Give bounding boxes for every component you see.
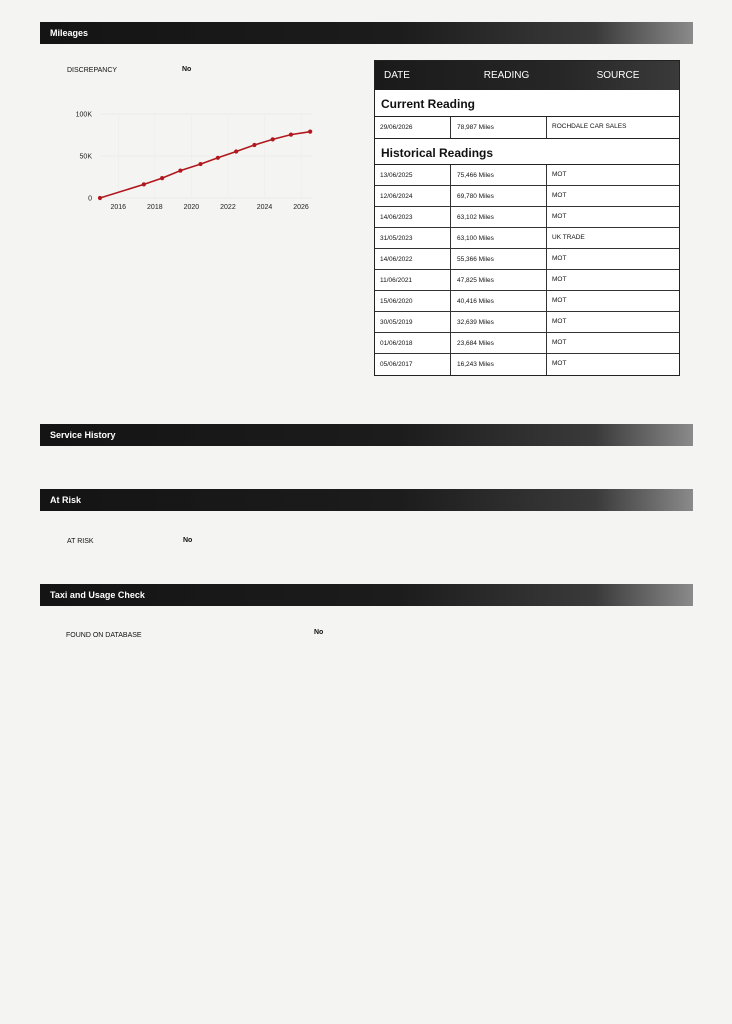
row-reading: 23,684 Miles bbox=[451, 333, 547, 353]
mileage-chart bbox=[60, 100, 330, 220]
historical-readings-heading: Historical Readings bbox=[375, 138, 679, 165]
section-header-at-risk bbox=[40, 489, 693, 511]
row-reading: 40,416 Miles bbox=[451, 291, 547, 311]
row-date: 29/06/2026 bbox=[375, 117, 451, 138]
row-source: ROCHDALE CAR SALES bbox=[552, 123, 627, 130]
at-risk-label: AT RISK bbox=[67, 538, 94, 545]
table-row bbox=[375, 228, 679, 249]
row-source: MOT bbox=[552, 318, 567, 325]
row-reading: 75,466 Miles bbox=[451, 165, 547, 185]
data-point bbox=[252, 143, 256, 147]
discrepancy-label: DISCREPANCY bbox=[67, 67, 118, 74]
row-date: 30/05/2019 bbox=[375, 312, 451, 332]
row-source: MOT bbox=[552, 276, 567, 283]
x-tick-label: 2020 bbox=[183, 204, 200, 211]
found-on-database-label: FOUND ON DATABASE bbox=[66, 632, 142, 639]
table-row bbox=[375, 270, 679, 291]
row-date: 14/06/2022 bbox=[375, 249, 451, 269]
discrepancy-value: No bbox=[182, 66, 192, 73]
row-source: MOT bbox=[552, 213, 567, 220]
row-reading: 69,780 Miles bbox=[451, 186, 547, 206]
row-date: 05/06/2017 bbox=[375, 354, 451, 375]
at-risk-value: No bbox=[183, 537, 193, 544]
row-date: 31/05/2023 bbox=[375, 228, 451, 248]
row-reading: 16,243 Miles bbox=[451, 354, 547, 375]
mileage-table bbox=[374, 60, 680, 376]
row-date: 15/06/2020 bbox=[375, 291, 451, 311]
row-source: MOT bbox=[552, 171, 567, 178]
data-point bbox=[216, 156, 220, 160]
historical-rows bbox=[375, 165, 679, 375]
section-title: At Risk bbox=[50, 495, 82, 505]
table-row bbox=[375, 165, 679, 186]
data-point bbox=[160, 176, 164, 180]
row-reading: 63,100 Miles bbox=[451, 228, 547, 248]
current-rows bbox=[375, 117, 679, 138]
section-title: Mileages bbox=[50, 28, 89, 38]
header-reading: READING bbox=[483, 70, 530, 81]
table-row bbox=[375, 354, 679, 375]
table-row bbox=[375, 333, 679, 354]
data-point bbox=[308, 130, 312, 134]
data-point bbox=[198, 162, 202, 166]
row-date: 01/06/2018 bbox=[375, 333, 451, 353]
table-row bbox=[375, 249, 679, 270]
header-source: SOURCE bbox=[596, 70, 640, 81]
series-line bbox=[100, 132, 310, 198]
row-source: MOT bbox=[552, 192, 567, 199]
table-row bbox=[375, 207, 679, 228]
data-point bbox=[98, 196, 102, 200]
row-source: UK TRADE bbox=[552, 234, 585, 241]
section-title: Taxi and Usage Check bbox=[50, 590, 145, 600]
row-source: MOT bbox=[552, 255, 567, 262]
row-date: 11/06/2021 bbox=[375, 270, 451, 290]
row-reading: 63,102 Miles bbox=[451, 207, 547, 227]
data-point bbox=[178, 168, 182, 172]
row-date: 14/06/2023 bbox=[375, 207, 451, 227]
table-row bbox=[375, 291, 679, 312]
header-date: DATE bbox=[384, 70, 410, 81]
data-point bbox=[142, 182, 146, 186]
row-source: MOT bbox=[552, 339, 567, 346]
row-source: MOT bbox=[552, 360, 567, 367]
current-reading-heading: Current Reading bbox=[375, 90, 679, 117]
row-reading: 55,366 Miles bbox=[451, 249, 547, 269]
section-header-taxi-usage bbox=[40, 584, 693, 606]
row-reading: 78,987 Miles bbox=[451, 117, 547, 138]
table-header bbox=[375, 61, 679, 90]
section-title: Service History bbox=[50, 430, 116, 440]
x-tick-label: 2018 bbox=[147, 204, 163, 211]
y-tick-label: 0 bbox=[88, 195, 92, 203]
y-tick-label: 100K bbox=[75, 111, 92, 119]
data-point bbox=[289, 133, 293, 137]
row-reading: 32,639 Miles bbox=[451, 312, 547, 332]
section-header-service-history bbox=[40, 424, 693, 446]
row-date: 12/06/2024 bbox=[375, 186, 451, 206]
table-row bbox=[375, 312, 679, 333]
row-date: 13/06/2025 bbox=[375, 165, 451, 185]
row-source: MOT bbox=[552, 297, 567, 304]
found-on-database-value: No bbox=[314, 629, 324, 636]
x-tick-label: 2022 bbox=[220, 204, 236, 211]
x-tick-label: 2016 bbox=[110, 204, 127, 211]
section-header-mileages bbox=[40, 22, 693, 44]
data-point bbox=[234, 149, 238, 153]
x-tick-label: 2024 bbox=[256, 204, 273, 211]
x-tick-label: 2026 bbox=[293, 204, 309, 211]
y-tick-label: 50K bbox=[79, 153, 92, 161]
row-reading: 47,825 Miles bbox=[451, 270, 547, 290]
table-row bbox=[375, 186, 679, 207]
data-point bbox=[271, 137, 275, 141]
table-row bbox=[375, 117, 679, 138]
